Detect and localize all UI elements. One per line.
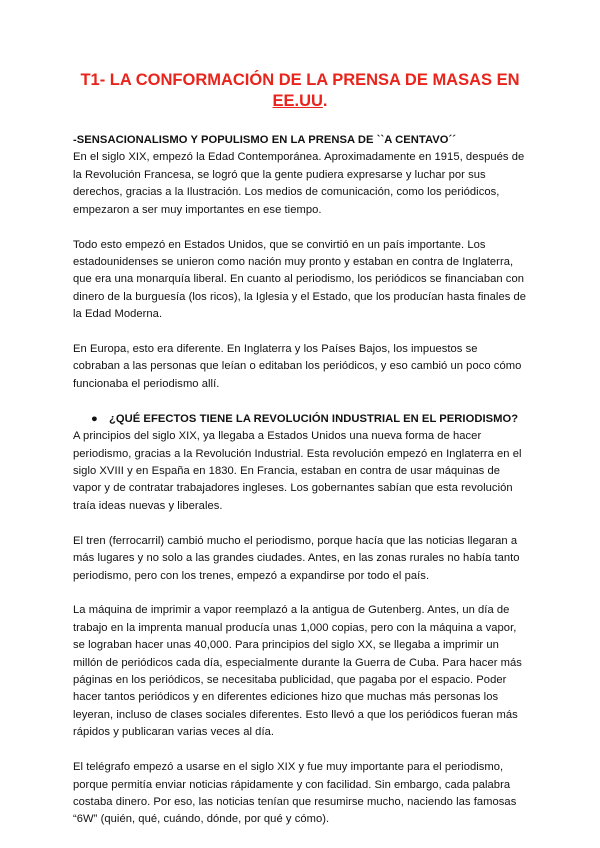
document-title [73,70,527,112]
section-heading-sensacionalismo: -SENSACIONALISMO Y POPULISMO EN LA PRENSA DE ``A CENTAVO´´ [73,134,457,146]
title-period: . [322,92,328,110]
paragraph: Todo esto empezó en Estados Unidos, que se convirtió en un país importante. Los estadounidenses se unieron como nación muy pronto y estaban en contra de Inglaterra, que era una monarquía liberal. En cuanto al periodismo, los periódicos se financiaban con dinero de la burguesía (los ricos), la Iglesia y el Estado, que los producían hasta finales de la Edad Moderna. [73,238,527,321]
title-link-eeuu[interactable]: EE.UU [272,92,323,110]
document-body [73,132,527,829]
section-heading-revolucion-industrial [73,411,527,428]
bullet-icon: ● [91,412,98,425]
title-line-1: T1- LA CONFORMACIÓN DE LA PRENSA DE MASAS EN [80,71,520,89]
section-heading-text: ¿QUÉ EFECTOS TIENE LA REVOLUCIÓN INDUSTRIAL EN EL PERIODISMO? [109,412,519,425]
paragraph: El telégrafo empezó a usarse en el siglo XIX y fue muy importante para el periodismo, porque permitía enviar noticias rápidamente y con facilidad. Sin embargo, cada palabra costaba dinero. Por eso, las noticias tenían que resumirse mucho, naciendo las famosas “6W” (quién, qué, cuándo, dónde, por qué y cómo). [73,761,517,826]
paragraph: En el siglo XIX, empezó la Edad Contemporánea. Aproximadamente en 1915, después de la Revolución Francesa, se logró que la gente pudiera expresarse y luchar por sus derechos, gracias a la Ilustración. Los medios de comunicación, como los periódicos, empezaron a ser muy importantes en ese tiempo. [73,151,525,216]
paragraph: La máquina de imprimir a vapor reemplazó a la antigua de Gutenberg. Antes, un día de trabajo en la imprenta manual producía unas 1,000 copias, pero con la máquina a vapor, se lograban hacer unas 40,000. Para principios del siglo XX, se llegaba a imprimir un millón de periódicos cada día, especialmente durante la Guerra de Cuba. Para hacer más páginas en los periódicos, se necesitaba publicidad, que pagaba por el espacio. Poder hacer tantos periódicos y en diferentes ediciones hizo que muchas más personas los leyeran, incluso de clases sociales diferentes. Esto llevó a que los periódicos fueran más rápidos y publicaran varias veces al día. [73,604,522,739]
paragraph: El tren (ferrocarril) cambió mucho el periodismo, porque hacía que las noticias llegaran a más lugares y no solo a las grandes ciudades. Antes, en las zonas rurales no había tanto periodismo, pero con los trenes, empezó a expandirse por todo el país. [73,534,520,582]
paragraph: En Europa, esto era diferente. En Inglaterra y los Países Bajos, los impuestos se cobraban a las personas que leían o editaban los periódicos, y eso cambió un poco cómo funcionaba el periodismo allí. [73,343,522,390]
paragraph: A principios del siglo XIX, ya llegaba a Estados Unidos una nueva forma de hacer periodismo, gracias a la Revolución Industrial. Esta revolución empezó en Inglaterra en el siglo XVIII y en España en 1830. En Francia, estaban en contra de usar máquinas de vapor y de contratar trabajadores ingleses. Los gobernantes sabían que esta revolución traía ideas nuevas y liberales. [73,430,522,512]
